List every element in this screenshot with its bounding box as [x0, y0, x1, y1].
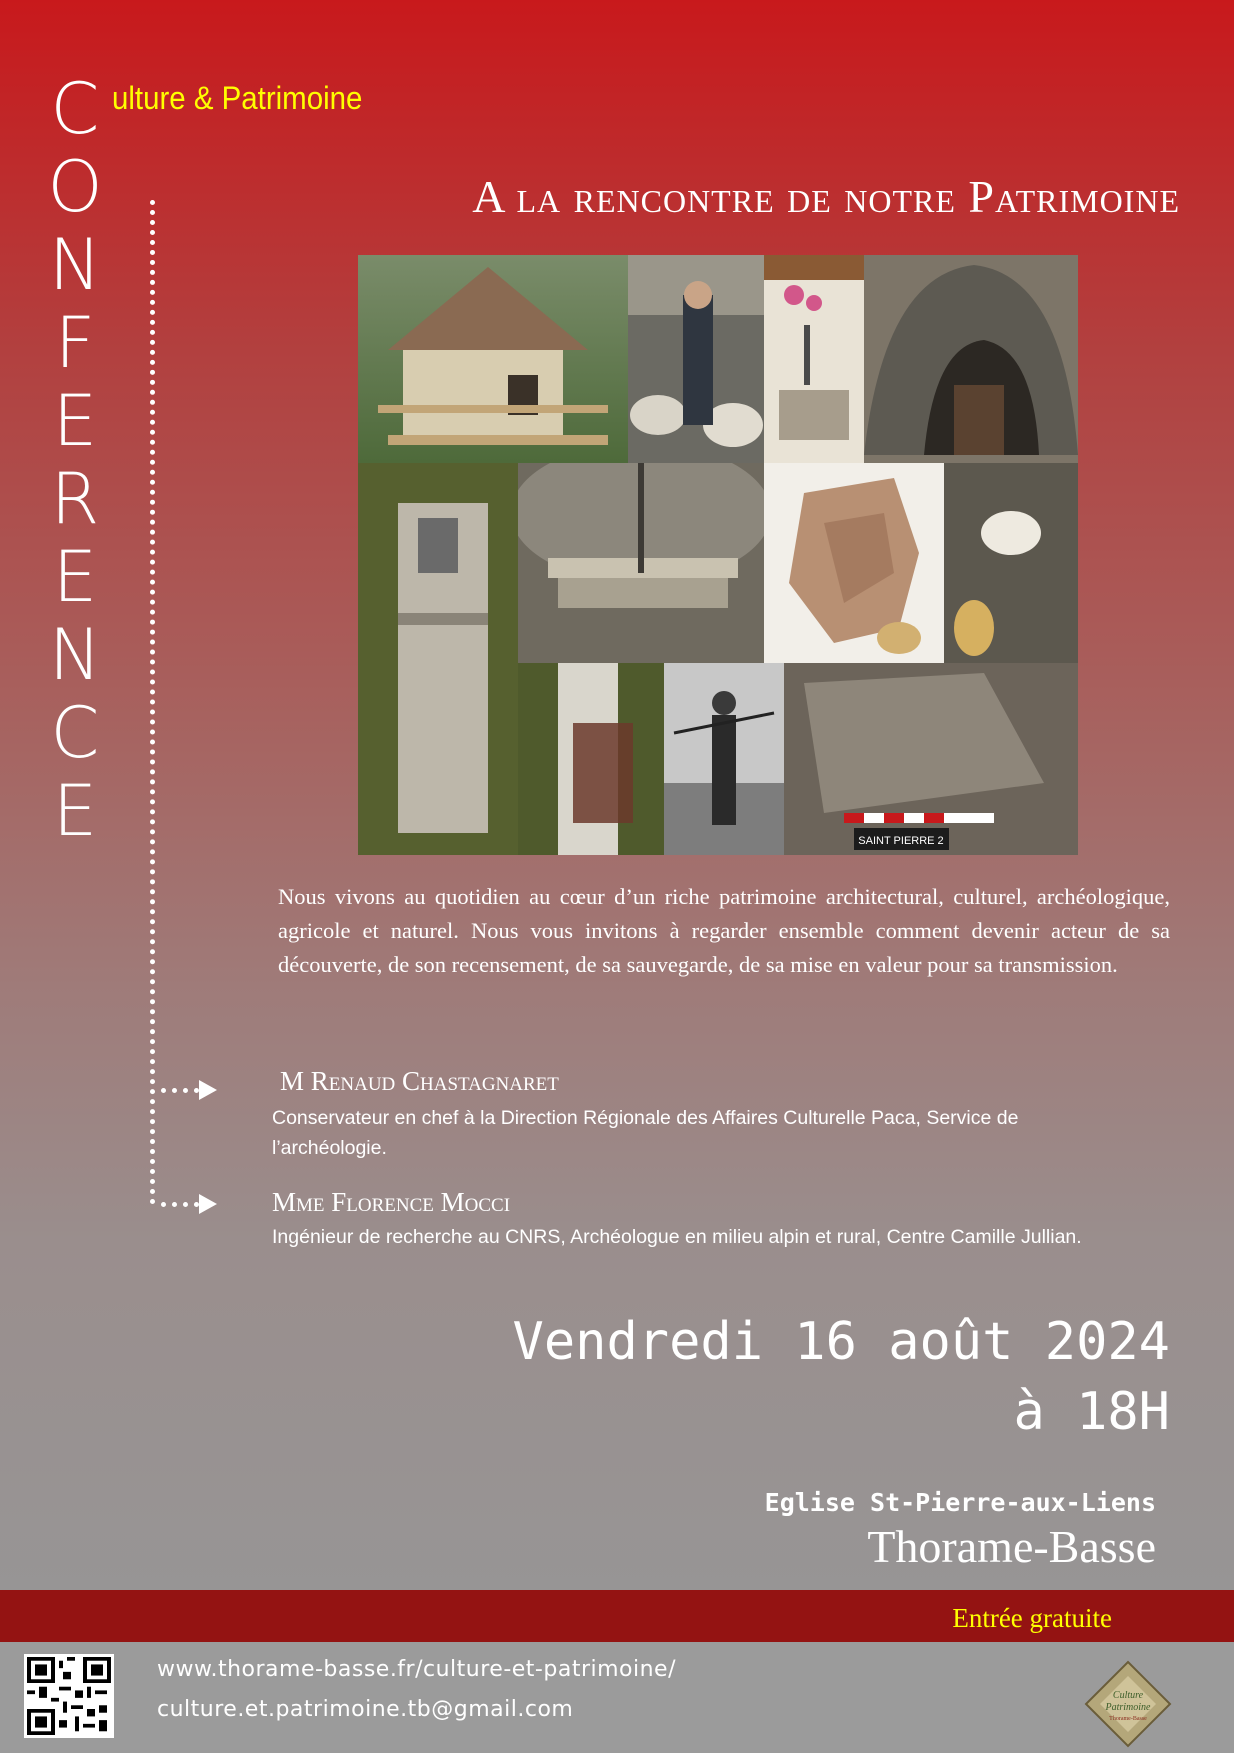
letter-c2: C [50, 692, 100, 774]
speaker-2-arrow-icon [155, 1194, 215, 1214]
vertical-conference-word [44, 70, 106, 850]
event-time: à 18H [1013, 1382, 1170, 1442]
speaker-2-role: Ingénieur de recherche au CNRS, Archéologue en milieu alpin et rural, Centre Camille Jullian. [272, 1226, 1082, 1248]
vaulted-stone-doorway-photo [864, 255, 1078, 463]
irrigation-channel-photo [518, 663, 664, 855]
svg-text:Culture: Culture [1112, 1690, 1144, 1701]
website-link[interactable]: www.thorame-basse.fr/culture-et-patrimoine/ [157, 1657, 676, 1682]
speaker-1-role: Conservateur en chef à la Direction Régionale des Affaires Culturelle Paca, Service de l’archéologie. [272, 1107, 1019, 1159]
letter-r: R [50, 458, 100, 540]
dotted-connector-line [150, 200, 155, 1205]
letter-e3: E [52, 770, 98, 852]
page-title: A la rencontre de notre Patrimoine [472, 171, 1180, 222]
admission-text: Entrée gratuite [952, 1603, 1112, 1633]
intro-paragraph: Nous vivons au quotidien au cœur d’un riche patrimoine architectural, culturel, archéologique, agricole et naturel. Nous vous invitons à regarder ensemble comment devenir acteur de sa découverte, de son recensement, de sa sauvegarde, de sa mise en valeur pour sa transmission. [278, 884, 1170, 977]
event-venue: Eglise St-Pierre-aux-Liens [764, 1488, 1156, 1517]
speaker-1-name: M Renaud Chastagnaret [280, 1066, 559, 1096]
svg-text:Patrimoine: Patrimoine [1105, 1702, 1151, 1713]
letter-f: F [54, 302, 96, 384]
excavation-sign-text: SAINT PIERRE 2 [858, 835, 944, 847]
brand-name: ulture & Patrimoine [112, 80, 363, 116]
event-date: Vendredi 16 août 2024 [512, 1312, 1170, 1372]
qr-code-icon[interactable] [24, 1654, 114, 1738]
excavation-site-photo [784, 663, 1078, 855]
letter-n: N [48, 224, 102, 306]
farmer-scythe-photo [664, 663, 784, 855]
association-logo [1080, 1656, 1176, 1752]
cave-light-photo [944, 463, 1078, 663]
event-town: Thorame-Basse [867, 1521, 1156, 1572]
letter-n2: N [48, 614, 102, 696]
fountain-photo [764, 255, 864, 463]
letter-e2: E [52, 536, 98, 618]
flint-tool-photo [764, 463, 944, 663]
letter-o: O [47, 146, 103, 228]
speaker-1-arrow-icon [155, 1080, 215, 1100]
letter-e: E [52, 380, 98, 462]
dovecote-photo [358, 255, 628, 463]
shepherd-sheep-photo [628, 255, 764, 463]
speaker-2-name: Mme Florence Mocci [272, 1187, 511, 1217]
email-link[interactable]: culture.et.patrimoine.tb@gmail.com [157, 1697, 574, 1722]
letter-c: C [50, 68, 100, 150]
svg-text:Thorame-Basse: Thorame-Basse [1109, 1716, 1147, 1722]
mill-wheel-photo [518, 463, 764, 663]
heritage-photo-collage [358, 255, 1078, 855]
stone-oratory-photo [358, 463, 518, 855]
